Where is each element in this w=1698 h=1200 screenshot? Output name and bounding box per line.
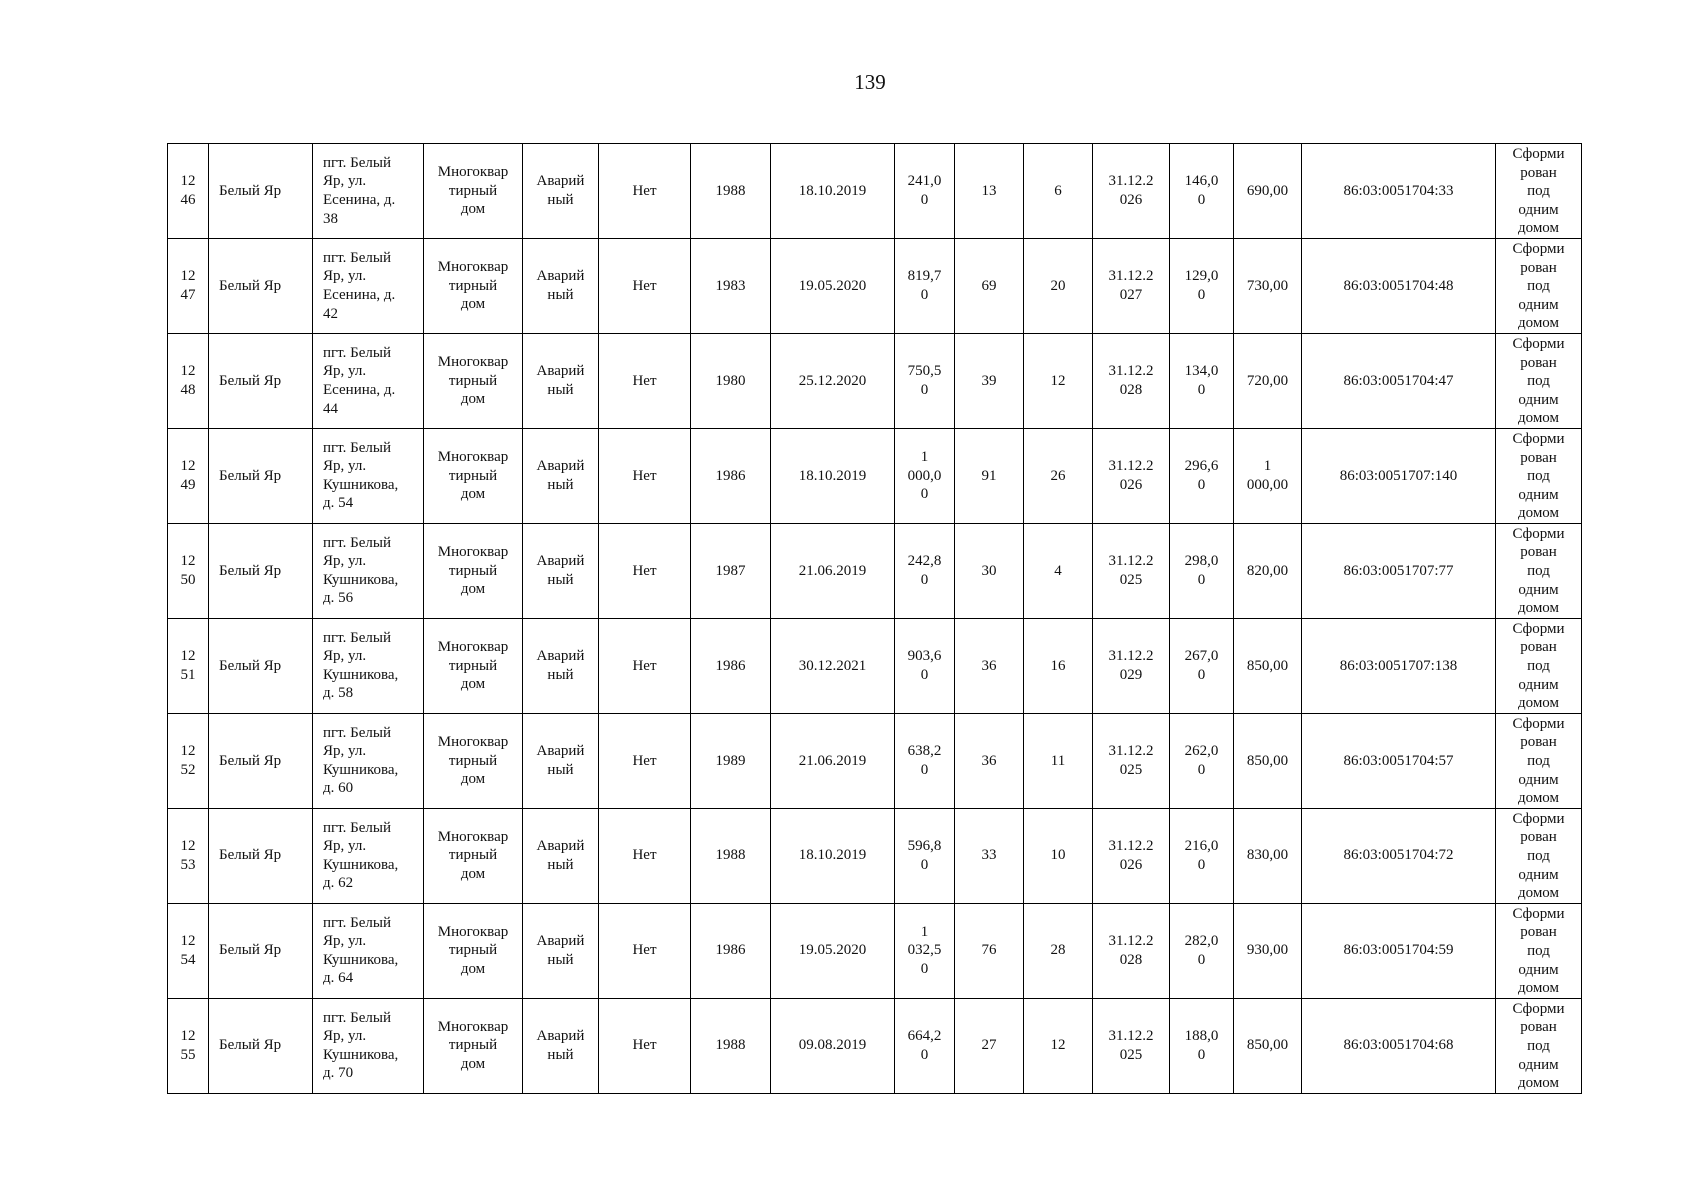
year-built-cell: 1988 xyxy=(691,144,771,239)
residents-count-cell: 91 xyxy=(955,428,1024,523)
address-cell: пгт. Белый Яр, ул. Есенина, д. 42 xyxy=(313,238,424,333)
condition-status-cell: Аварий ный xyxy=(523,333,599,428)
residents-count-cell: 69 xyxy=(955,238,1024,333)
recognition-date-cell: 19.05.2020 xyxy=(771,903,895,998)
address-cell: пгт. Белый Яр, ул. Кушникова, д. 64 xyxy=(313,903,424,998)
amount-cell: 690,00 xyxy=(1234,144,1302,239)
residents-count-cell: 76 xyxy=(955,903,1024,998)
residents-count-cell: 27 xyxy=(955,998,1024,1093)
amount-cell: 830,00 xyxy=(1234,808,1302,903)
table-row xyxy=(168,808,1582,903)
area-secondary-cell: 134,0 0 xyxy=(1170,333,1234,428)
building-type-cell: Многоквар тирный дом xyxy=(424,333,523,428)
flag-cell: Нет xyxy=(599,238,691,333)
cadastral-number-cell: 86:03:0051704:33 xyxy=(1302,144,1496,239)
building-type-cell: Многоквар тирный дом xyxy=(424,618,523,713)
row-number-cell: 12 54 xyxy=(168,903,209,998)
area-cell: 596,8 0 xyxy=(895,808,955,903)
building-type-cell: Многоквар тирный дом xyxy=(424,144,523,239)
flag-cell: Нет xyxy=(599,998,691,1093)
housing-registry-table xyxy=(167,143,1582,1094)
area-cell: 903,6 0 xyxy=(895,618,955,713)
row-number-cell: 12 47 xyxy=(168,238,209,333)
row-number-cell: 12 55 xyxy=(168,998,209,1093)
land-plot-note-cell: Сформи рован под одним домом xyxy=(1496,713,1582,808)
year-built-cell: 1986 xyxy=(691,618,771,713)
recognition-date-cell: 09.08.2019 xyxy=(771,998,895,1093)
condition-status-cell: Аварий ный xyxy=(523,144,599,239)
table-row xyxy=(168,428,1582,523)
cadastral-number-cell: 86:03:0051707:77 xyxy=(1302,523,1496,618)
recognition-date-cell: 19.05.2020 xyxy=(771,238,895,333)
residents-count-cell: 36 xyxy=(955,618,1024,713)
building-type-cell: Многоквар тирный дом xyxy=(424,523,523,618)
amount-cell: 1 000,00 xyxy=(1234,428,1302,523)
row-number-cell: 12 52 xyxy=(168,713,209,808)
flag-cell: Нет xyxy=(599,428,691,523)
area-secondary-cell: 282,0 0 xyxy=(1170,903,1234,998)
units-count-cell: 10 xyxy=(1024,808,1093,903)
cadastral-number-cell: 86:03:0051704:57 xyxy=(1302,713,1496,808)
recognition-date-cell: 21.06.2019 xyxy=(771,713,895,808)
flag-cell: Нет xyxy=(599,903,691,998)
amount-cell: 730,00 xyxy=(1234,238,1302,333)
settlement-cell: Белый Яр xyxy=(209,333,313,428)
residents-count-cell: 30 xyxy=(955,523,1024,618)
residents-count-cell: 33 xyxy=(955,808,1024,903)
area-cell: 1 032,5 0 xyxy=(895,903,955,998)
registry-body xyxy=(168,144,1582,1094)
cadastral-number-cell: 86:03:0051707:138 xyxy=(1302,618,1496,713)
recognition-date-cell: 21.06.2019 xyxy=(771,523,895,618)
land-plot-note-cell: Сформи рован под одним домом xyxy=(1496,523,1582,618)
year-built-cell: 1983 xyxy=(691,238,771,333)
settlement-cell: Белый Яр xyxy=(209,713,313,808)
page-number: 139 xyxy=(854,70,886,94)
table-row xyxy=(168,238,1582,333)
units-count-cell: 16 xyxy=(1024,618,1093,713)
cadastral-number-cell: 86:03:0051704:68 xyxy=(1302,998,1496,1093)
area-cell: 1 000,0 0 xyxy=(895,428,955,523)
units-count-cell: 11 xyxy=(1024,713,1093,808)
cadastral-number-cell: 86:03:0051704:72 xyxy=(1302,808,1496,903)
resettlement-deadline-cell: 31.12.2 025 xyxy=(1093,523,1170,618)
year-built-cell: 1986 xyxy=(691,903,771,998)
resettlement-deadline-cell: 31.12.2 025 xyxy=(1093,998,1170,1093)
address-cell: пгт. Белый Яр, ул. Кушникова, д. 62 xyxy=(313,808,424,903)
units-count-cell: 12 xyxy=(1024,998,1093,1093)
land-plot-note-cell: Сформи рован под одним домом xyxy=(1496,903,1582,998)
condition-status-cell: Аварий ный xyxy=(523,998,599,1093)
residents-count-cell: 36 xyxy=(955,713,1024,808)
recognition-date-cell: 18.10.2019 xyxy=(771,808,895,903)
cadastral-number-cell: 86:03:0051704:47 xyxy=(1302,333,1496,428)
recognition-date-cell: 25.12.2020 xyxy=(771,333,895,428)
settlement-cell: Белый Яр xyxy=(209,618,313,713)
resettlement-deadline-cell: 31.12.2 028 xyxy=(1093,903,1170,998)
table-row xyxy=(168,144,1582,239)
flag-cell: Нет xyxy=(599,144,691,239)
row-number-cell: 12 48 xyxy=(168,333,209,428)
land-plot-note-cell: Сформи рован под одним домом xyxy=(1496,333,1582,428)
address-cell: пгт. Белый Яр, ул. Есенина, д. 44 xyxy=(313,333,424,428)
resettlement-deadline-cell: 31.12.2 028 xyxy=(1093,333,1170,428)
settlement-cell: Белый Яр xyxy=(209,144,313,239)
condition-status-cell: Аварий ный xyxy=(523,428,599,523)
resettlement-deadline-cell: 31.12.2 025 xyxy=(1093,713,1170,808)
flag-cell: Нет xyxy=(599,808,691,903)
resettlement-deadline-cell: 31.12.2 026 xyxy=(1093,428,1170,523)
condition-status-cell: Аварий ный xyxy=(523,238,599,333)
area-cell: 638,2 0 xyxy=(895,713,955,808)
row-number-cell: 12 46 xyxy=(168,144,209,239)
residents-count-cell: 39 xyxy=(955,333,1024,428)
land-plot-note-cell: Сформи рован под одним домом xyxy=(1496,144,1582,239)
area-secondary-cell: 267,0 0 xyxy=(1170,618,1234,713)
settlement-cell: Белый Яр xyxy=(209,238,313,333)
cadastral-number-cell: 86:03:0051704:59 xyxy=(1302,903,1496,998)
units-count-cell: 4 xyxy=(1024,523,1093,618)
flag-cell: Нет xyxy=(599,618,691,713)
land-plot-note-cell: Сформи рован под одним домом xyxy=(1496,998,1582,1093)
year-built-cell: 1980 xyxy=(691,333,771,428)
address-cell: пгт. Белый Яр, ул. Кушникова, д. 54 xyxy=(313,428,424,523)
address-cell: пгт. Белый Яр, ул. Есенина, д. 38 xyxy=(313,144,424,239)
cadastral-number-cell: 86:03:0051707:140 xyxy=(1302,428,1496,523)
area-secondary-cell: 298,0 0 xyxy=(1170,523,1234,618)
cadastral-number-cell: 86:03:0051704:48 xyxy=(1302,238,1496,333)
row-number-cell: 12 50 xyxy=(168,523,209,618)
flag-cell: Нет xyxy=(599,713,691,808)
table-row xyxy=(168,618,1582,713)
area-secondary-cell: 296,6 0 xyxy=(1170,428,1234,523)
area-secondary-cell: 216,0 0 xyxy=(1170,808,1234,903)
area-cell: 750,5 0 xyxy=(895,333,955,428)
address-cell: пгт. Белый Яр, ул. Кушникова, д. 56 xyxy=(313,523,424,618)
building-type-cell: Многоквар тирный дом xyxy=(424,428,523,523)
settlement-cell: Белый Яр xyxy=(209,998,313,1093)
area-cell: 242,8 0 xyxy=(895,523,955,618)
year-built-cell: 1986 xyxy=(691,428,771,523)
building-type-cell: Многоквар тирный дом xyxy=(424,713,523,808)
land-plot-note-cell: Сформи рован под одним домом xyxy=(1496,238,1582,333)
table-row xyxy=(168,333,1582,428)
amount-cell: 850,00 xyxy=(1234,998,1302,1093)
area-cell: 819,7 0 xyxy=(895,238,955,333)
units-count-cell: 26 xyxy=(1024,428,1093,523)
units-count-cell: 12 xyxy=(1024,333,1093,428)
settlement-cell: Белый Яр xyxy=(209,428,313,523)
area-secondary-cell: 262,0 0 xyxy=(1170,713,1234,808)
flag-cell: Нет xyxy=(599,523,691,618)
residents-count-cell: 13 xyxy=(955,144,1024,239)
resettlement-deadline-cell: 31.12.2 026 xyxy=(1093,144,1170,239)
land-plot-note-cell: Сформи рован под одним домом xyxy=(1496,808,1582,903)
units-count-cell: 6 xyxy=(1024,144,1093,239)
building-type-cell: Многоквар тирный дом xyxy=(424,998,523,1093)
resettlement-deadline-cell: 31.12.2 026 xyxy=(1093,808,1170,903)
row-number-cell: 12 53 xyxy=(168,808,209,903)
settlement-cell: Белый Яр xyxy=(209,808,313,903)
area-cell: 664,2 0 xyxy=(895,998,955,1093)
table-row xyxy=(168,998,1582,1093)
recognition-date-cell: 18.10.2019 xyxy=(771,428,895,523)
resettlement-deadline-cell: 31.12.2 027 xyxy=(1093,238,1170,333)
recognition-date-cell: 18.10.2019 xyxy=(771,144,895,239)
address-cell: пгт. Белый Яр, ул. Кушникова, д. 70 xyxy=(313,998,424,1093)
area-secondary-cell: 146,0 0 xyxy=(1170,144,1234,239)
amount-cell: 930,00 xyxy=(1234,903,1302,998)
settlement-cell: Белый Яр xyxy=(209,523,313,618)
amount-cell: 850,00 xyxy=(1234,618,1302,713)
condition-status-cell: Аварий ный xyxy=(523,713,599,808)
table-row xyxy=(168,523,1582,618)
area-secondary-cell: 129,0 0 xyxy=(1170,238,1234,333)
recognition-date-cell: 30.12.2021 xyxy=(771,618,895,713)
condition-status-cell: Аварий ный xyxy=(523,808,599,903)
address-cell: пгт. Белый Яр, ул. Кушникова, д. 58 xyxy=(313,618,424,713)
row-number-cell: 12 51 xyxy=(168,618,209,713)
amount-cell: 850,00 xyxy=(1234,713,1302,808)
condition-status-cell: Аварий ный xyxy=(523,903,599,998)
resettlement-deadline-cell: 31.12.2 029 xyxy=(1093,618,1170,713)
condition-status-cell: Аварий ный xyxy=(523,523,599,618)
row-number-cell: 12 49 xyxy=(168,428,209,523)
area-secondary-cell: 188,0 0 xyxy=(1170,998,1234,1093)
table-row xyxy=(168,903,1582,998)
building-type-cell: Многоквар тирный дом xyxy=(424,903,523,998)
land-plot-note-cell: Сформи рован под одним домом xyxy=(1496,618,1582,713)
building-type-cell: Многоквар тирный дом xyxy=(424,238,523,333)
land-plot-note-cell: Сформи рован под одним домом xyxy=(1496,428,1582,523)
building-type-cell: Многоквар тирный дом xyxy=(424,808,523,903)
condition-status-cell: Аварий ный xyxy=(523,618,599,713)
table-row xyxy=(168,713,1582,808)
flag-cell: Нет xyxy=(599,333,691,428)
area-cell: 241,0 0 xyxy=(895,144,955,239)
year-built-cell: 1988 xyxy=(691,998,771,1093)
units-count-cell: 20 xyxy=(1024,238,1093,333)
year-built-cell: 1988 xyxy=(691,808,771,903)
amount-cell: 720,00 xyxy=(1234,333,1302,428)
settlement-cell: Белый Яр xyxy=(209,903,313,998)
units-count-cell: 28 xyxy=(1024,903,1093,998)
year-built-cell: 1987 xyxy=(691,523,771,618)
address-cell: пгт. Белый Яр, ул. Кушникова, д. 60 xyxy=(313,713,424,808)
amount-cell: 820,00 xyxy=(1234,523,1302,618)
year-built-cell: 1989 xyxy=(691,713,771,808)
